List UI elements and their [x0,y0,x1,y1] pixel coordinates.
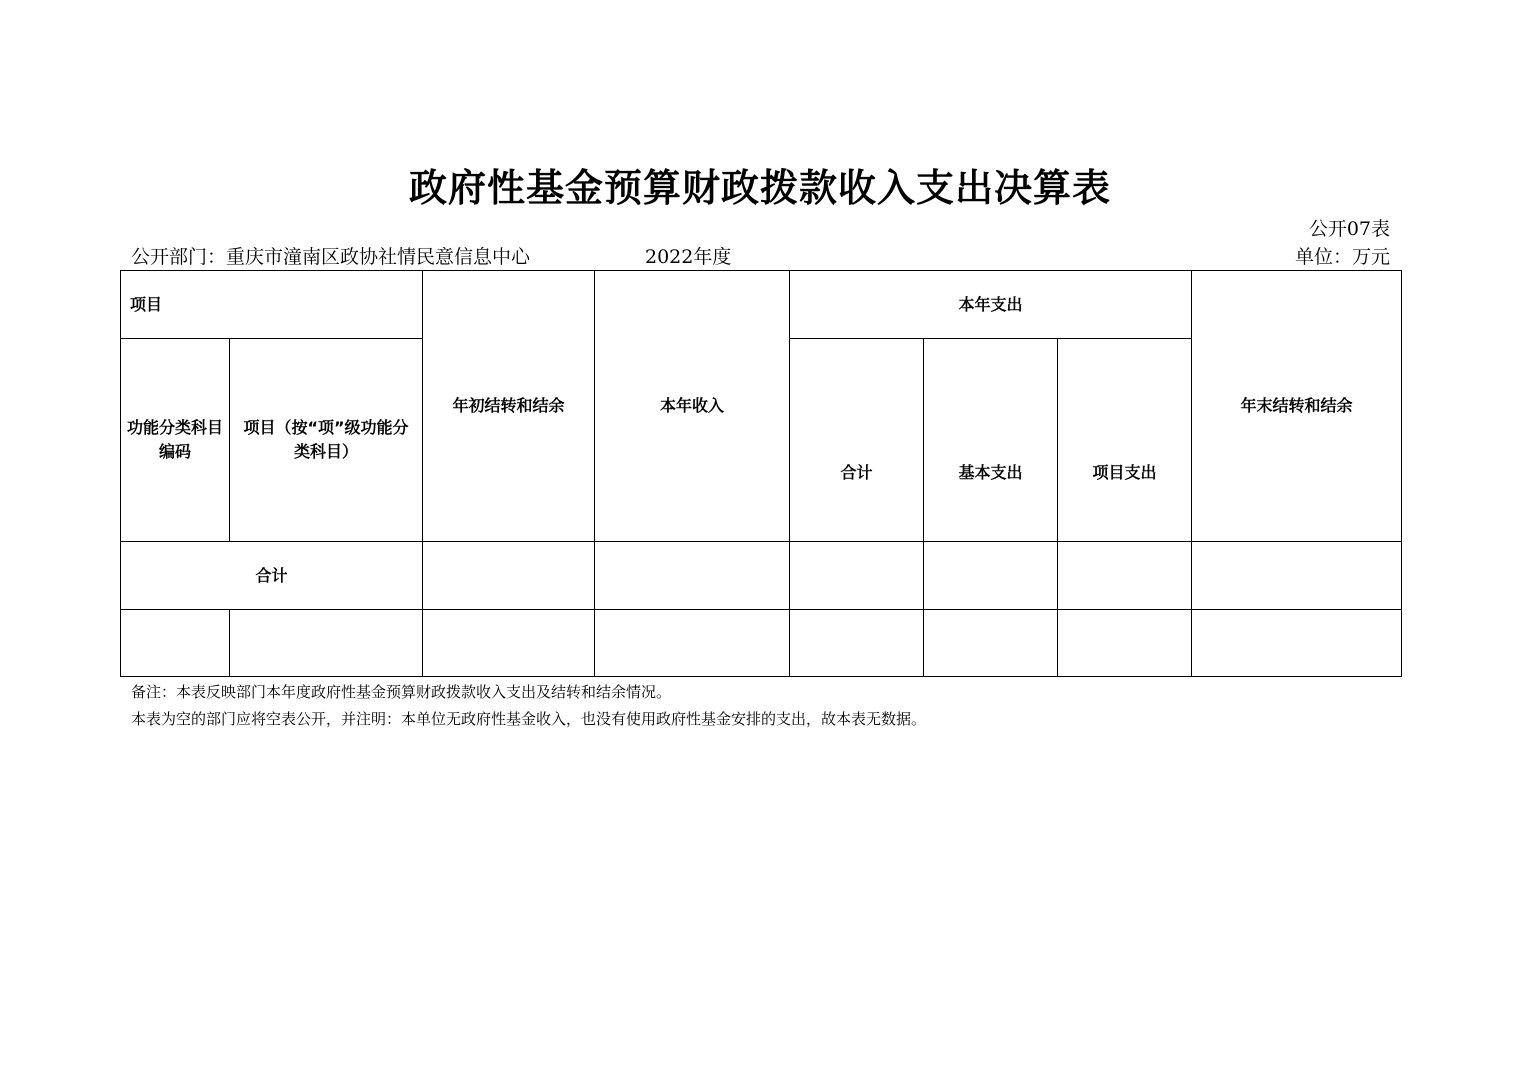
total-end-cell [1192,542,1402,610]
page-title: 政府性基金预算财政拨款收入支出决算表 [408,166,1111,210]
header-expense-basic: 基本支出 [924,339,1058,542]
empty-cell [1058,610,1192,677]
empty-cell [924,610,1058,677]
empty-cell [230,610,423,677]
header-function-code: 功能分类科目编码 [121,339,230,542]
empty-cell [1192,610,1402,677]
total-label: 合计 [121,542,423,610]
header-expense-total: 合计 [790,339,924,542]
unit-label: 单位：万元 [1294,246,1390,268]
header-item: 项目 [121,271,423,339]
header-end-balance: 年末结转和结余 [1192,271,1402,542]
total-income-cell [595,542,790,610]
empty-cell [595,610,790,677]
total-begin-cell [423,542,595,610]
header-income: 本年收入 [595,271,790,542]
header-expense-project: 项目支出 [1058,339,1192,542]
note-line-1: 备注：本表反映部门本年度政府性基金预算财政拨款收入支出及结转和结余情况。 [131,683,672,701]
total-exp-total-cell [790,542,924,610]
form-number: 公开07表 [1308,218,1390,240]
header-row-1 [121,271,1402,339]
total-exp-project-cell [1058,542,1192,610]
header-item-name: 项目（按“项”级功能分类科目） [230,339,423,542]
empty-cell [121,610,230,677]
budget-table [120,270,1402,677]
note-line-2: 本表为空的部门应将空表公开，并注明：本单位无政府性基金收入，也没有使用政府性基金安排的支出，故本表无数据。 [131,710,927,728]
department-label: 公开部门：重庆市潼南区政协社情民意信息中心 [131,246,531,268]
total-row [121,542,1402,610]
total-exp-basic-cell [924,542,1058,610]
empty-cell [423,610,595,677]
empty-cell [790,610,924,677]
fiscal-year: 2022年度 [645,246,732,268]
empty-row [121,610,1402,677]
header-begin-balance: 年初结转和结余 [423,271,595,542]
header-expense-group: 本年支出 [790,271,1192,339]
